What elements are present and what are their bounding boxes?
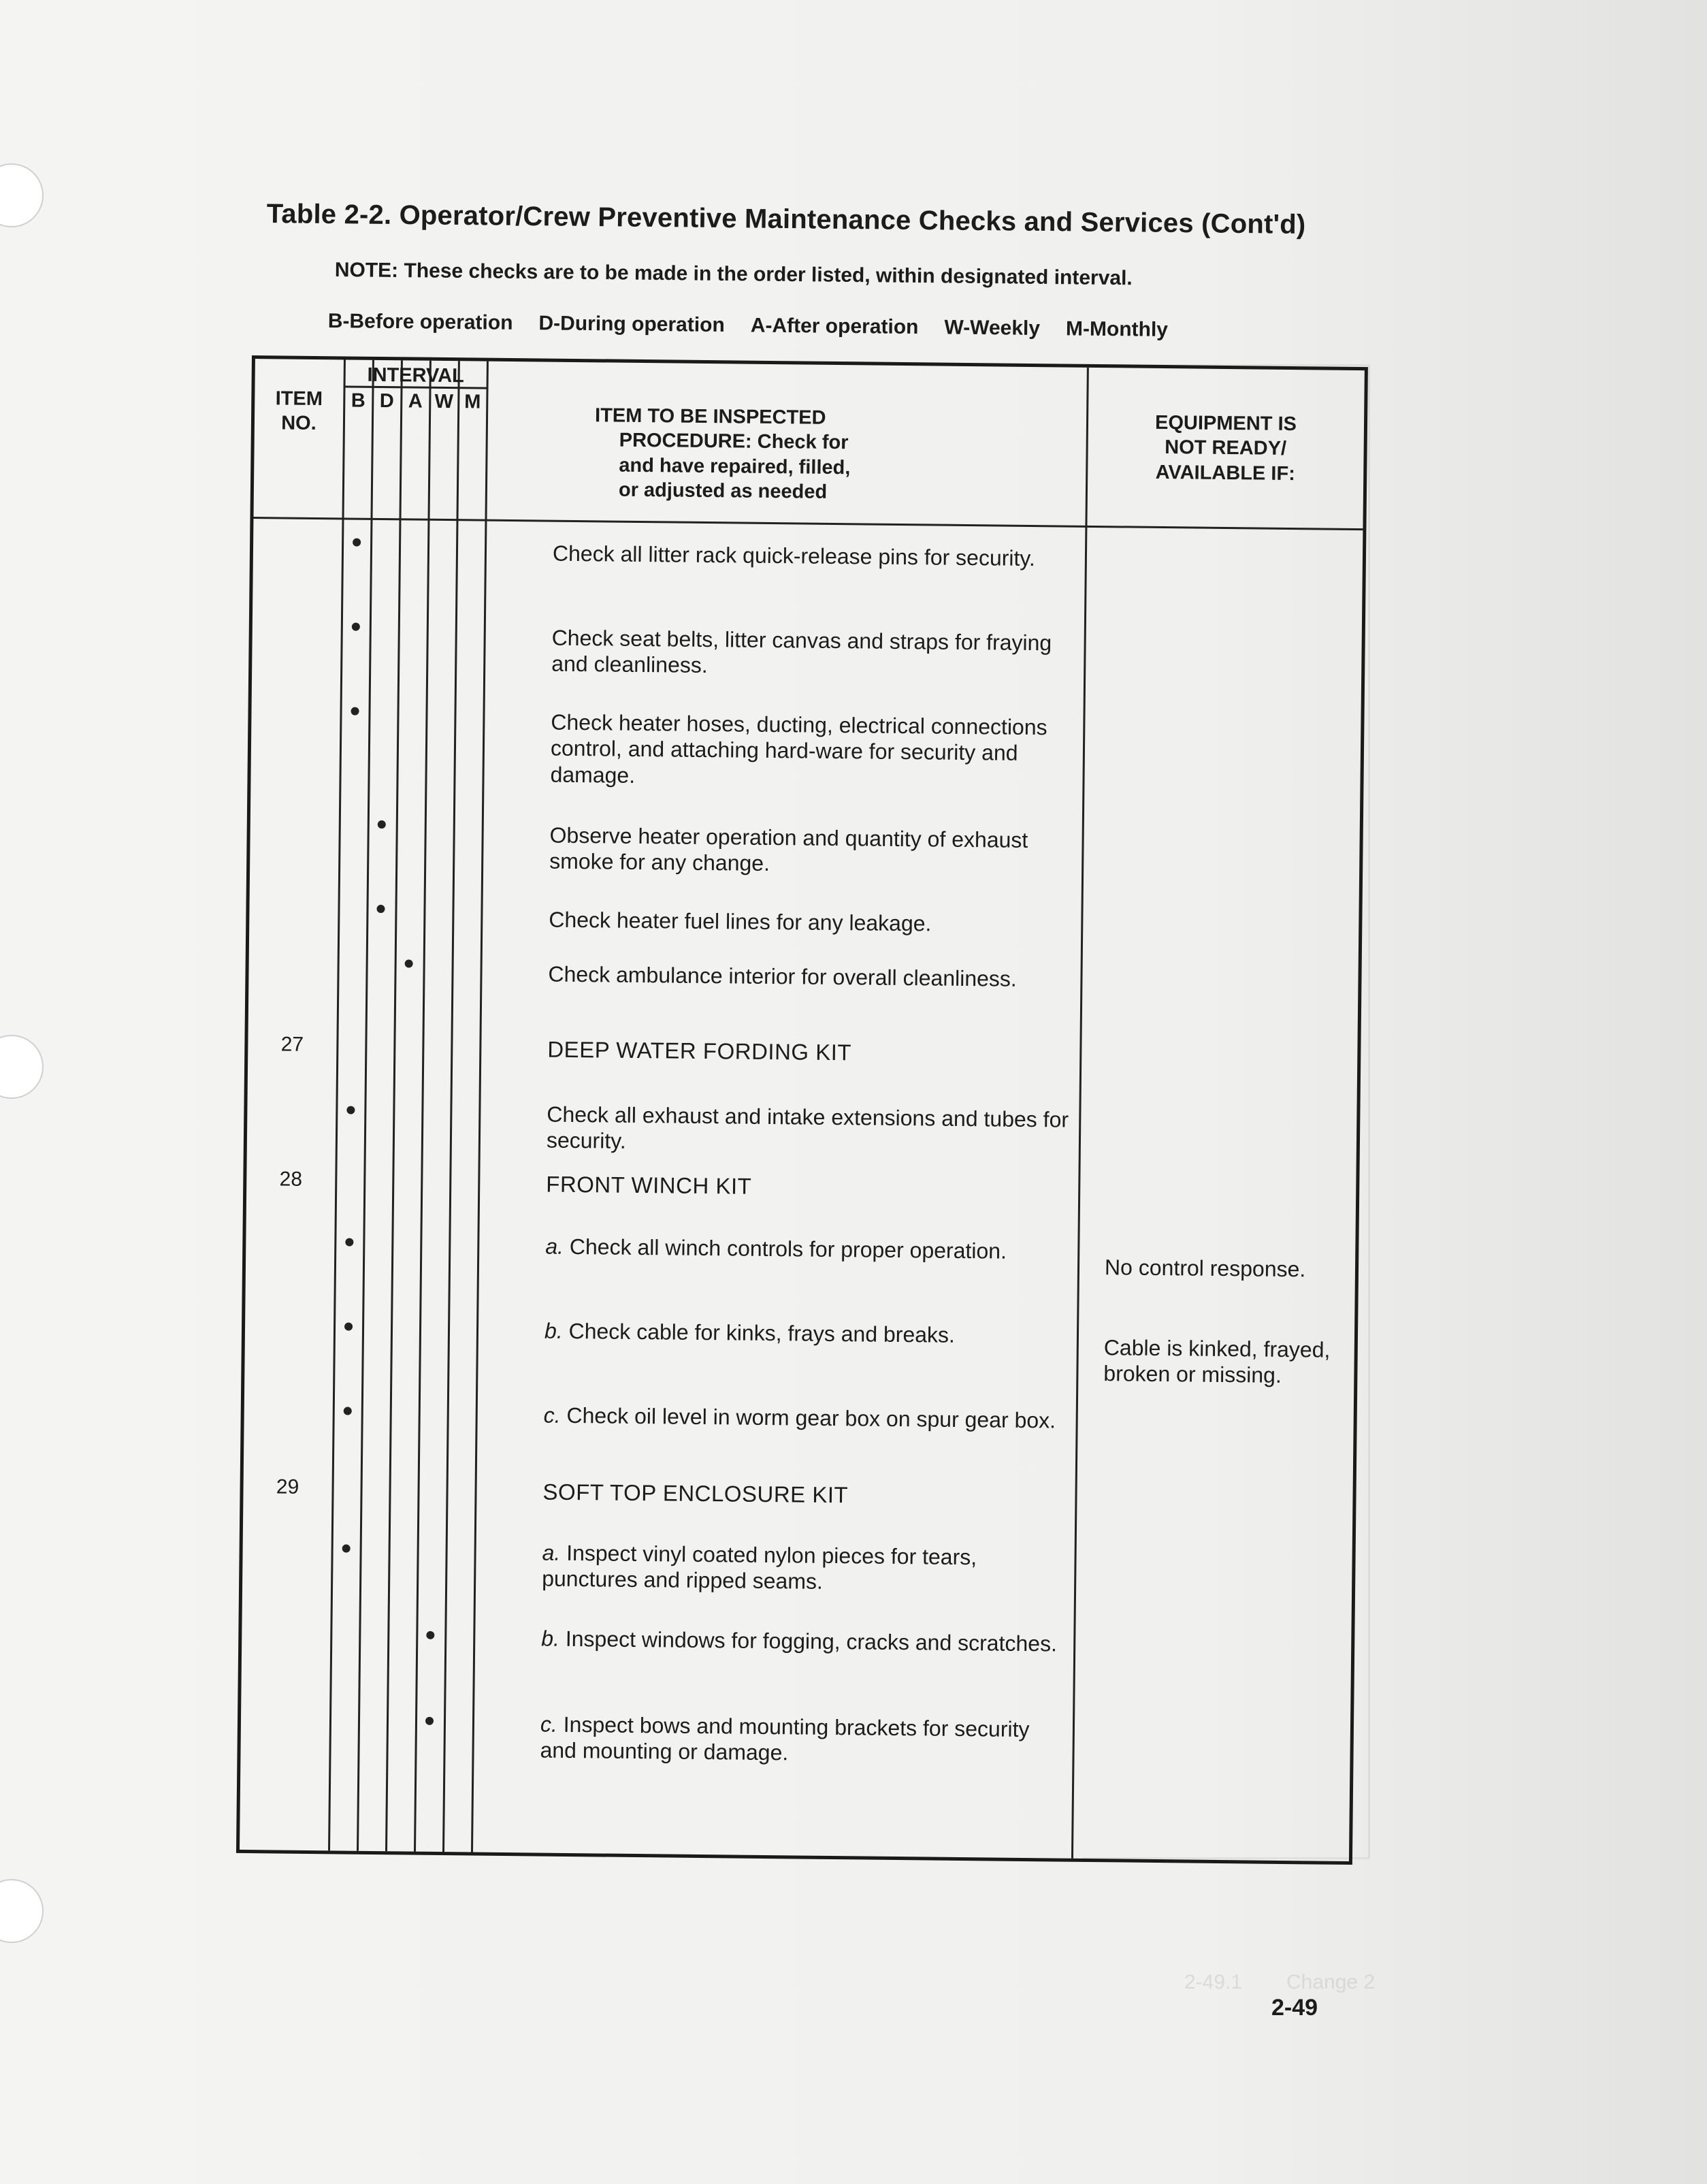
pmcs-table	[236, 355, 1368, 1865]
interval-dot-b	[351, 707, 359, 716]
section-heading: DEEP WATER FORDING KIT	[547, 1036, 852, 1065]
table-title: Table 2-2. Operator/Crew Preventive Maintenance Checks and Services (Cont'd)	[266, 199, 1306, 240]
interval-dot-b	[344, 1407, 352, 1415]
interval-dot-b	[345, 1238, 353, 1247]
procedure-text: b. Check cable for kinks, frays and breaks.	[544, 1318, 956, 1347]
header-interval-b: B	[351, 389, 365, 412]
header-equipment: EQUIPMENT IS NOT READY/ AVAILABLE IF:	[1154, 411, 1297, 485]
procedure-text: Check seat belts, litter canvas and straps for fraying and cleanliness.	[551, 625, 1052, 678]
col-divider-item	[328, 359, 346, 1850]
legend-monthly: M-Monthly	[1065, 317, 1169, 341]
legend-weekly: W-Weekly	[944, 316, 1041, 340]
procedure-text: Check heater fuel lines for any leakage.	[549, 907, 932, 936]
legend-before: B-Before operation	[327, 310, 513, 334]
binder-hole-middle	[0, 1035, 44, 1099]
sub-item-letter: c.	[543, 1402, 561, 1428]
col-divider-a	[414, 361, 432, 1852]
interval-dot-b	[346, 1106, 355, 1114]
procedure-text: Check all litter rack quick-release pins for security.	[552, 541, 1036, 571]
section-heading: FRONT WINCH KIT	[546, 1171, 752, 1199]
section-heading: SOFT TOP ENCLOSURE KIT	[542, 1479, 849, 1508]
table-note: NOTE: These checks are to be made in the order listed, within designated interval.	[334, 259, 1133, 290]
bleed-through-page-number: 2-49.1	[1184, 1971, 1243, 1993]
binder-hole-top	[0, 163, 44, 227]
header-interval-m: M	[464, 391, 481, 413]
col-divider-d	[385, 360, 403, 1851]
interval-dot-b	[353, 539, 361, 547]
interval-dot-d	[378, 820, 386, 829]
header-interval: INTERVAL	[367, 364, 465, 387]
procedure-text: c. Check oil level in worm gear box on spur gear box.	[543, 1402, 1056, 1433]
procedure-text: Check ambulance interior for overall cleanliness.	[548, 961, 1017, 991]
procedure-text: Check all exhaust and intake extensions and tubes for security.	[546, 1102, 1069, 1154]
procedure-text: Observe heater operation and quantity of exhaust smoke for any change.	[549, 822, 1028, 876]
procedure-text: Check heater hoses, ducting, electrical connections control, and attaching hard-ware for security and damage.	[550, 709, 1047, 788]
col-divider-m	[471, 362, 489, 1852]
equipment-not-ready-text: Cable is kinked, frayed, broken or missing.	[1103, 1335, 1331, 1388]
col-divider-b	[357, 360, 374, 1851]
col-divider-w	[442, 361, 460, 1852]
sub-item-letter: b.	[541, 1626, 560, 1651]
interval-dot-a	[405, 959, 413, 967]
header-interval-d: D	[379, 389, 394, 413]
bleed-through-change-label: Change 2	[1286, 1971, 1376, 1993]
sub-item-letter: c.	[540, 1712, 558, 1737]
procedure-text: b. Inspect windows for fogging, cracks and scratches.	[541, 1626, 1058, 1656]
sub-item-letter: a.	[542, 1540, 561, 1565]
header-procedure: ITEM TO BE INSPECTED PROCEDURE: Check for and have repaired, filled, or adjusted as needed	[594, 404, 851, 503]
interval-dot-d	[376, 905, 385, 913]
header-interval-a: A	[408, 390, 423, 413]
legend-during: D-During operation	[538, 312, 725, 337]
sub-item-letter: a.	[545, 1234, 564, 1259]
interval-legend	[328, 310, 1281, 343]
interval-dot-b	[352, 623, 360, 631]
interval-dot-w	[426, 1631, 434, 1639]
header-interval-w: W	[434, 390, 454, 413]
procedure-text: c. Inspect bows and mounting brackets for security and mounting or damage.	[540, 1712, 1030, 1765]
item-number: 27	[280, 1033, 304, 1056]
item-number: 28	[279, 1168, 303, 1191]
sub-item-letter: b.	[544, 1318, 563, 1343]
procedure-text: a. Check all winch controls for proper operation.	[545, 1234, 1007, 1264]
interval-dot-w	[425, 1717, 434, 1725]
interval-dot-b	[342, 1544, 351, 1552]
legend-after: A-After operation	[750, 314, 919, 339]
header-item-no: ITEM NO.	[275, 387, 323, 435]
header-bottom-border	[253, 517, 1363, 530]
interval-dot-b	[344, 1323, 353, 1331]
binder-hole-bottom	[0, 1879, 44, 1943]
procedure-text: a. Inspect vinyl coated nylon pieces for tears, punctures and ripped seams.	[542, 1540, 977, 1594]
page-number: 2-49	[1271, 1995, 1318, 2021]
equipment-not-ready-text: No control response.	[1104, 1255, 1306, 1282]
item-number: 29	[276, 1475, 299, 1498]
